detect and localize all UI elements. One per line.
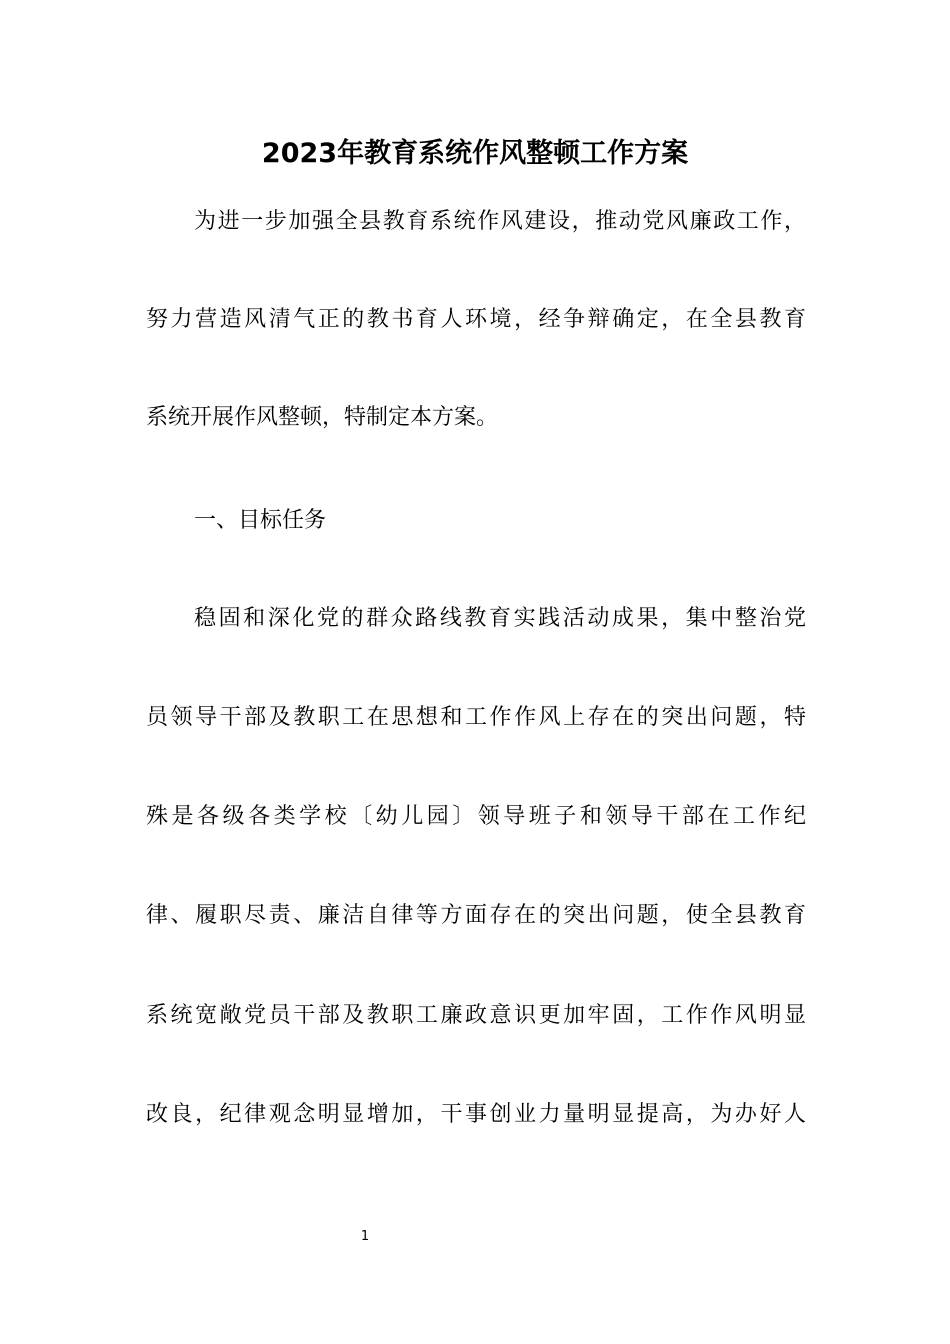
paragraph1-line-3: 系统开展作风整顿，特制定本方案。 — [146, 405, 499, 430]
page-number: 1 — [360, 1229, 370, 1244]
paragraph2-line-2: 员领导干部及教职工在思想和工作作风上存在的突出问题，特 — [146, 705, 806, 730]
paragraph2-line-6: 改良，纪律观念明显增加，干事创业力量明显提高，为办好人 — [146, 1102, 806, 1127]
paragraph2-line-1: 稳固和深化党的群众路线教育实践活动成果，集中整治党 — [194, 606, 806, 631]
section1-heading: 一、目标任务 — [194, 508, 327, 533]
paragraph2-line-4: 律、履职尽责、廉洁自律等方面存在的突出问题，使全县教育 — [146, 903, 806, 928]
paragraph1-line-2: 努力营造风清气正的教书育人环境，经争辩确定，在全县教育 — [146, 307, 806, 332]
document-title: 2023年教育系统作风整顿工作方案 — [261, 138, 689, 169]
paragraph2-line-5: 系统宽敞党员干部及教职工廉政意识更加牢固，工作作风明显 — [146, 1003, 806, 1028]
paragraph2-line-3: 殊是各级各类学校〔幼儿园〕领导班子和领导干部在工作纪 — [146, 804, 806, 829]
paragraph1-line-1: 为进一步加强全县教育系统作风建设，推动党风廉政工作， — [194, 209, 806, 234]
